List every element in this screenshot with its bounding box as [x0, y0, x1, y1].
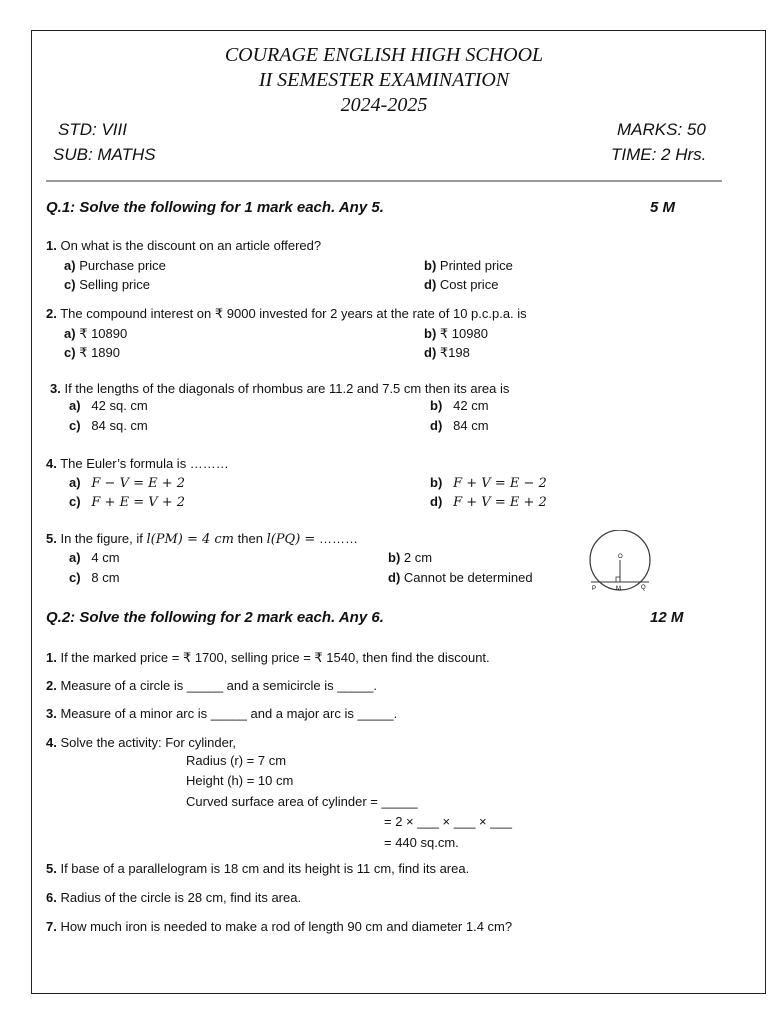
circle-figure — [585, 530, 657, 596]
q1-2-option-d — [424, 345, 470, 361]
item-number: 1. — [46, 650, 57, 665]
subject: SUB: MATHS — [53, 145, 156, 164]
q1-1-option-a — [64, 258, 166, 274]
q1-item-4 — [46, 456, 229, 472]
option-text: 8 cm — [91, 570, 120, 585]
q1-item-3 — [50, 381, 509, 397]
item-number: 5. — [46, 861, 57, 876]
q2-item-6 — [46, 890, 301, 906]
question-text: then — [237, 531, 263, 546]
option-key: d) — [430, 494, 443, 509]
option-text: Cost price — [439, 277, 499, 292]
q1-5-option-c — [69, 570, 120, 586]
q2-item-3 — [46, 706, 397, 722]
standard: STD: VIII — [58, 120, 127, 139]
option-key: b) — [430, 475, 443, 490]
formula: F − V = E + 2 — [91, 476, 186, 491]
q1-title: Q.1: Solve the following for 1 mark each. Any 5. — [46, 199, 384, 216]
activity-result: = 440 sq.cm. — [384, 835, 459, 850]
question-text: The Euler’s formula is ……… — [60, 456, 229, 471]
option-text: 42 cm — [453, 398, 489, 413]
option-key: a) — [64, 258, 76, 273]
q1-item-2 — [46, 306, 527, 322]
header-divider — [46, 180, 722, 182]
right-angle-mark — [616, 577, 620, 582]
q2-marks: 12 M — [650, 609, 684, 626]
school-name: COURAGE ENGLISH HIGH SCHOOL — [224, 44, 544, 66]
activity-height: Height (h) = 10 cm — [186, 773, 294, 788]
question-text: Measure of a circle is _____ and a semicircle is _____. — [60, 678, 377, 693]
question-text: ……… — [318, 531, 358, 546]
item-number: 4. — [46, 735, 57, 750]
question-text: In the figure, if — [60, 531, 143, 546]
option-key: c) — [69, 494, 81, 509]
option-key: a) — [69, 475, 81, 490]
option-key: c) — [64, 277, 76, 292]
option-key: a) — [69, 398, 81, 413]
option-key: d) — [388, 570, 401, 585]
q2-item-5 — [46, 861, 469, 877]
question-text: Solve the activity: For cylinder, — [60, 735, 237, 750]
label-p: P — [592, 586, 597, 592]
option-text: 42 sq. cm — [91, 398, 148, 413]
q1-4-option-d — [430, 494, 547, 511]
option-text: ₹ 10980 — [439, 326, 488, 341]
formula: F + V = E + 2 — [453, 495, 547, 510]
option-key: b) — [388, 550, 401, 565]
option-text: Selling price — [79, 277, 151, 292]
option-key: a) — [69, 550, 81, 565]
formula: l(PQ) = — [266, 532, 316, 547]
q1-2-option-a — [64, 326, 127, 342]
item-number: 3. — [46, 706, 57, 721]
question-text: If the lengths of the diagonals of rhombus are 11.2 and 7.5 cm then its area is — [64, 381, 510, 396]
q1-1-option-c — [64, 277, 150, 293]
item-number: 3. — [50, 381, 61, 396]
question-text: Measure of a minor arc is _____ and a major arc is _____. — [60, 706, 398, 721]
item-number: 1. — [46, 238, 57, 253]
q1-3-option-c — [69, 418, 148, 434]
academic-year: 2024-2025 — [340, 94, 428, 116]
q1-5-option-a — [69, 550, 120, 566]
q1-4-option-b — [430, 475, 547, 492]
item-number: 4. — [46, 456, 57, 471]
formula: F + V = E − 2 — [453, 476, 547, 491]
total-marks: MARKS: 50 — [617, 120, 706, 139]
option-key: b) — [430, 398, 443, 413]
q1-3-option-b — [430, 398, 489, 414]
duration: TIME: 2 Hrs. — [611, 145, 707, 164]
q1-5-option-d — [388, 570, 533, 586]
activity-step: = 2 × ___ × ___ × ___ — [384, 814, 512, 829]
question-text: The compound interest on ₹ 9000 invested for 2 years at the rate of 10 p.c.p.a. is — [60, 306, 527, 321]
label-o: O — [618, 554, 623, 560]
option-text: Purchase price — [79, 258, 166, 273]
option-key: d) — [430, 418, 443, 433]
q1-1-option-d — [424, 277, 498, 293]
item-number: 2. — [46, 306, 57, 321]
item-number: 6. — [46, 890, 57, 905]
q1-3-option-a — [69, 398, 148, 414]
activity-csa: Curved surface area of cylinder = _____ — [186, 794, 418, 809]
q2-item-2 — [46, 678, 377, 694]
option-text: ₹ 10890 — [79, 326, 128, 341]
option-text: ₹ 1890 — [79, 345, 120, 360]
q1-marks: 5 M — [650, 199, 676, 216]
q1-4-option-c — [69, 494, 185, 511]
question-text: On what is the discount on an article offered? — [60, 238, 322, 253]
label-q: Q — [641, 585, 646, 591]
item-number: 7. — [46, 919, 57, 934]
option-text: 84 cm — [453, 418, 489, 433]
q1-5-option-b — [388, 550, 432, 566]
option-key: b) — [424, 326, 437, 341]
question-text: How much iron is needed to make a rod of length 90 cm and diameter 1.4 cm? — [60, 919, 513, 934]
q2-item-7 — [46, 919, 512, 935]
option-key: a) — [64, 326, 76, 341]
option-text: Cannot be determined — [403, 570, 533, 585]
q1-3-option-d — [430, 418, 489, 434]
q2-item-4 — [46, 735, 236, 751]
q2-title: Q.2: Solve the following for 2 mark each. Any 6. — [46, 609, 384, 626]
exam-title: II SEMESTER EXAMINATION — [258, 69, 510, 91]
q1-2-option-b — [424, 326, 488, 342]
q2-item-1 — [46, 650, 490, 666]
activity-radius: Radius (r) = 7 cm — [186, 753, 287, 768]
item-number: 2. — [46, 678, 57, 693]
option-key: c) — [69, 418, 81, 433]
formula: l(PM) = 4 cm — [146, 532, 235, 547]
q1-4-option-a — [69, 475, 185, 492]
formula: F + E = V + 2 — [91, 495, 186, 510]
option-key: b) — [424, 258, 437, 273]
question-text: If the marked price = ₹ 1700, selling price = ₹ 1540, then find the discount. — [60, 650, 490, 665]
option-text: 4 cm — [91, 550, 120, 565]
option-text: 2 cm — [403, 550, 433, 565]
q1-item-5 — [46, 531, 358, 548]
option-text: ₹198 — [439, 345, 470, 360]
option-text: Printed price — [439, 258, 513, 273]
option-key: c) — [64, 345, 76, 360]
q1-2-option-c — [64, 345, 120, 361]
option-text: 84 sq. cm — [91, 418, 148, 433]
option-key: d) — [424, 277, 437, 292]
option-key: c) — [69, 570, 81, 585]
option-key: d) — [424, 345, 437, 360]
label-m: M — [616, 586, 621, 592]
question-text: If base of a parallelogram is 18 cm and its height is 11 cm, find its area. — [60, 861, 470, 876]
item-number: 5. — [46, 531, 57, 546]
q1-1-option-b — [424, 258, 513, 274]
question-text: Radius of the circle is 28 cm, find its area. — [60, 890, 302, 905]
q1-item-1 — [46, 238, 321, 254]
